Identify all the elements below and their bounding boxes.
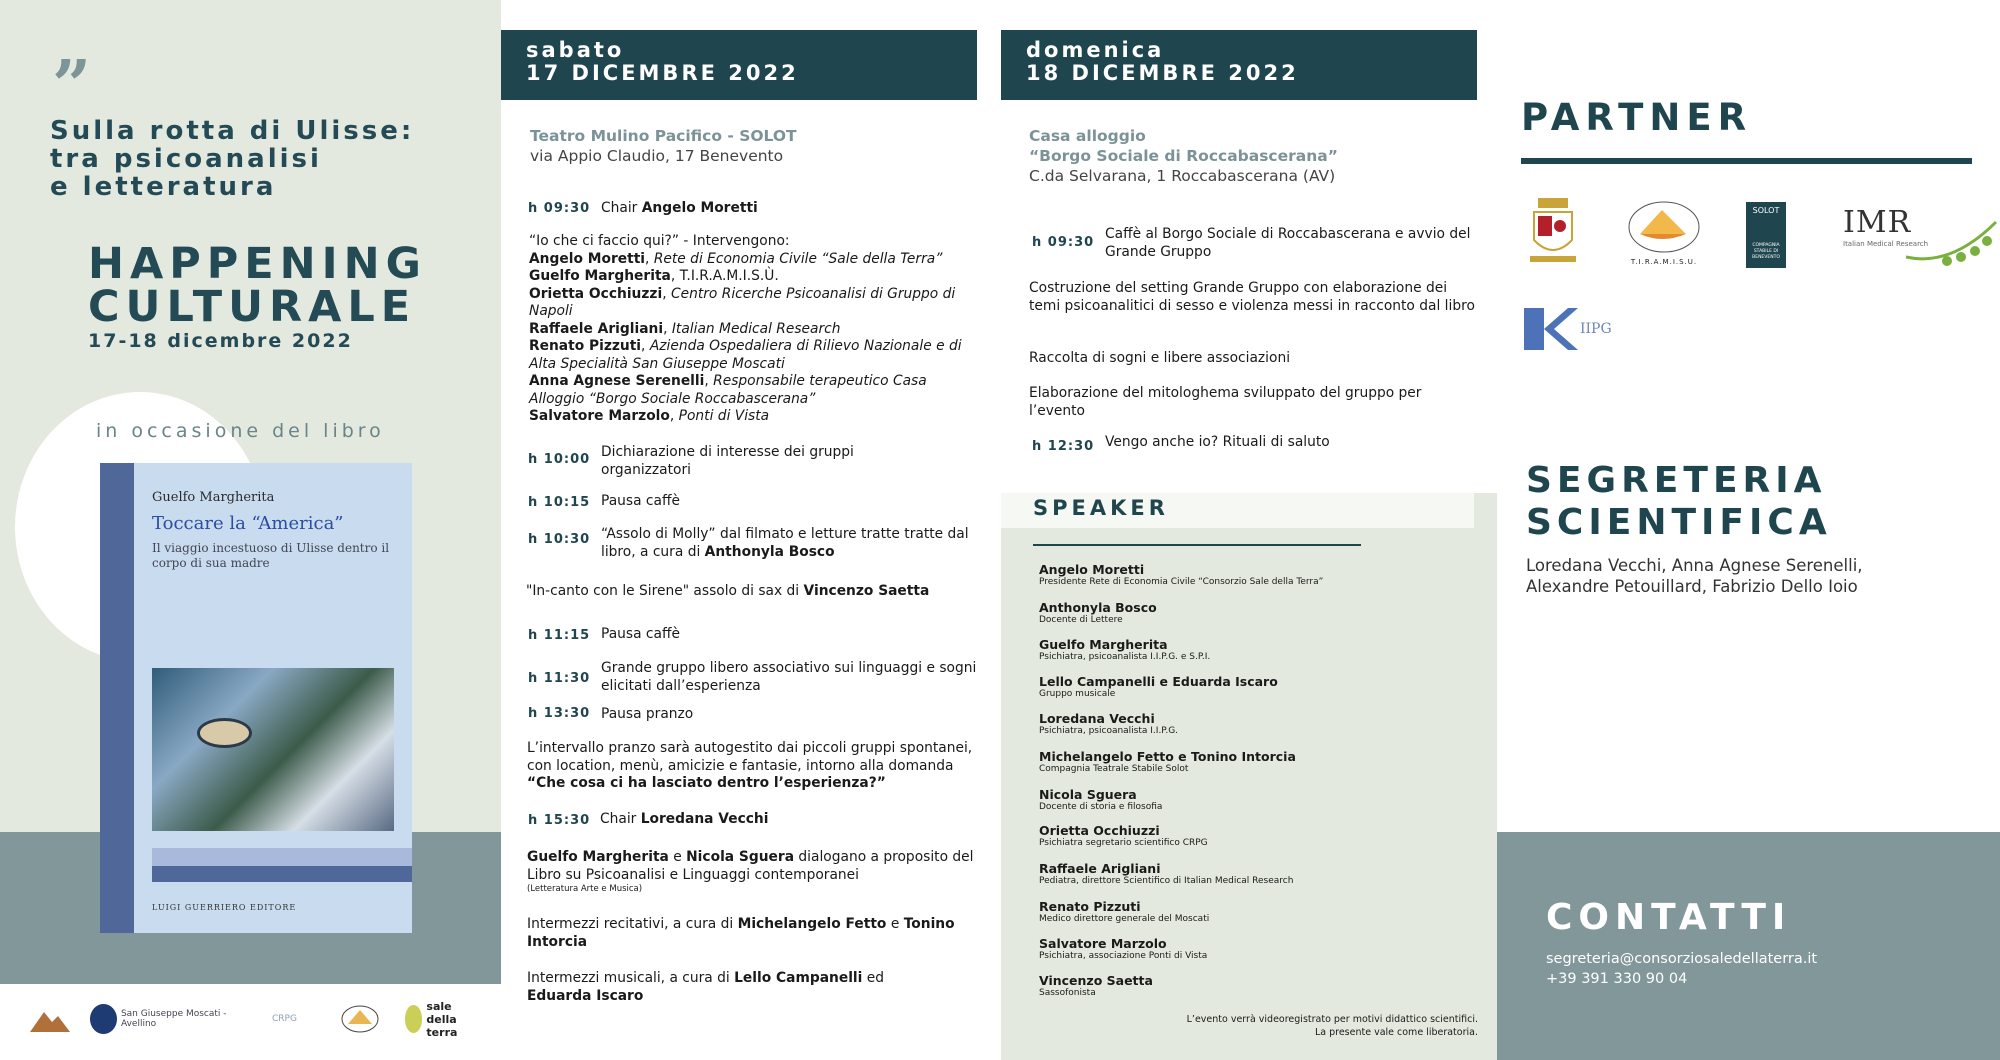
occasion-text: in occasione del libro (96, 420, 385, 442)
speaker-title: SPEAKER (1033, 496, 1169, 520)
event-1030: “Assolo di Molly” dal filmato e letture tratte tratte dal libro, a cura di Anthonyla Bosco (601, 526, 969, 560)
book-title: Toccare la “America” (152, 513, 344, 534)
speaker-item: Loredana Vecchi Psichiatra, psicoanalista I.I.P.G. (1039, 711, 1179, 736)
time-1000: h 10:00 (528, 452, 591, 467)
book-publisher: LUIGI GUERRIERO EDITORE (152, 903, 297, 912)
time-1130: h 11:30 (528, 671, 591, 686)
time-0930: h 09:30 (528, 201, 591, 216)
borgo-logo (30, 1002, 70, 1036)
artwork-eye (197, 718, 252, 748)
contact-panel (1497, 832, 2000, 1060)
speaker-item: Angelo Moretti Presidente Rete di Economia Civile “Consorzio Sale della Terra” (1039, 562, 1324, 587)
sale-terra-icon (405, 1005, 422, 1033)
book-author: Guelfo Margherita (152, 490, 275, 505)
time-1330: h 13:30 (528, 706, 591, 721)
speaker-item: Orietta Occhiuzzi Psichiatra segretario scientifico CRPG (1039, 823, 1208, 848)
benevento-crest-icon (1528, 198, 1578, 270)
solot-logo: SOLOT COMPAGNIA STABILE DI BENEVENTO (1746, 202, 1786, 268)
book-band-light (152, 848, 412, 866)
speaker-entry: Anna Agnese Serenelli, Responsabile terapeutico Casa Alloggio “Borgo Sociale Roccabascerana” (529, 373, 927, 407)
tiramisu-partner-logo: T.I.R.A.M.I.S.U. (1626, 200, 1702, 266)
speaker-entry: Orietta Occhiuzzi, Centro Ricerche Psicoanalisi di Gruppo di Napoli (529, 285, 956, 319)
sun-paragraph-1: Costruzione del setting Grande Gruppo con elaborazione dei temi psicoanalitici di sesso e violenza messi in racconto dal libro (1029, 280, 1475, 314)
segreteria-title: SEGRETERIA SCIENTIFICA (1526, 460, 1832, 543)
dialogue-block: Guelfo Margherita e Nicola Sguera dialogano a proposito del Libro su Psicoanalisi e Linguaggi contemporanei (Letteratura Arte e Musica) (527, 849, 974, 894)
speaker-entry: Salvatore Marzolo, Ponti di Vista (529, 408, 770, 424)
partner-rule (1521, 158, 1972, 164)
happening-title: HAPPENING CULTURALE (88, 239, 427, 332)
segreteria-names: Loredana Vecchi, Anna Agnese Serenelli, Alexandre Petouillard, Fabrizio Dello Ioio (1526, 556, 1863, 596)
contact-info (1546, 949, 1817, 989)
sunday-venue: Casa alloggio “Borgo Sociale di Roccabascerana” C.da Selvarana, 1 Roccabascerana (AV) (1029, 127, 1338, 185)
book-subtitle: Il viaggio incestuoso di Ulisse dentro il corpo di sua madre (152, 541, 390, 570)
left-panel (0, 0, 501, 1060)
time-1030: h 10:30 (528, 532, 591, 547)
speakers-list: “Io che ci faccio qui?” - Intervengono: Angelo Moretti, Rete di Economia Civile “Sale della Terra” Guelfo Margherita, T.I.R.A.M.I.S.Ù. Orietta Occhiuzzi, Centro Ricerche Psicoanalisi di Gruppo di Napoli Raffaele Arigliani, Italian Medical Research Renato Pizzuti, Azienda Ospedaliera di Rilievo Nazionale e di Alta Specialità San Giuseppe Moscati Anna Agnese Serenelli, Responsabile terapeutico Casa Alloggio “Borgo Sociale Roccabascerana” Salvatore Marzolo, Ponti di Vista (529, 233, 984, 426)
speaker-panel (1001, 493, 1497, 1060)
musicali-line: Intermezzi musicali, a cura di Lello Campanelli ed Eduarda Iscaro (527, 970, 885, 1004)
sun-event-0930: Caffè al Borgo Sociale di Roccabascerana e avvio del Grande Gruppo (1105, 226, 1471, 260)
sale-terra-logo: sale della terra (405, 1002, 485, 1036)
chair2-line: Chair Loredana Vecchi (600, 811, 769, 827)
speaker-item: Guelfo Margherita Psichiatra, psicoanalista I.I.P.G. e S.P.I. (1039, 637, 1211, 662)
event-1330: Pausa pranzo (601, 706, 694, 722)
sun-time-0930: h 09:30 (1032, 235, 1095, 250)
speaker-item: Anthonyla Bosco Docente di Lettere (1039, 600, 1157, 625)
contact-title: CONTATTI (1546, 897, 1792, 938)
contact-phone[interactable]: +39 391 330 90 04 (1546, 971, 1688, 987)
quote-mark: ” (52, 46, 92, 126)
speaker-item: Vincenzo Saetta Sassofonista (1039, 973, 1153, 998)
moscati-logo: San Giuseppe Moscati - Avellino (90, 1002, 250, 1036)
lunch-note: L’intervallo pranzo sarà autogestito dai piccoli gruppi spontanei, con location, menù, amicizie e fantasie, intorno alla domanda “Che cosa ci ha lasciato dentro l’esperienza?” (527, 740, 973, 791)
event-1115: Pausa caffè (601, 626, 680, 642)
speaker-item: Nicola Sguera Docente di storia e filosofia (1039, 787, 1163, 812)
tiramisu-icon (340, 1004, 380, 1034)
iipg-icon (1524, 308, 1578, 350)
speaker-entry: Renato Pizzuti, Azienda Ospedaliera di Rilievo Nazionale e di Alta Specialità San Giuseppe Moscati (529, 338, 962, 372)
event-title: Sulla rotta di Ulisse: tra psicoanalisi e letteratura (50, 116, 415, 202)
time-1015: h 10:15 (528, 495, 591, 510)
leaf-branch-icon (1901, 217, 2000, 269)
speaker-item: Raffaele Arigliani Pediatra, direttore Scientifico di Italian Medical Research (1039, 861, 1294, 886)
imr-logo: IMR Italian Medical Research (1843, 205, 1928, 248)
sun-paragraph-2: Raccolta di sogni e libere associazioni (1029, 350, 1291, 366)
book-band-dark (152, 866, 412, 882)
tiramisu-logo (340, 1002, 384, 1036)
iipg-logo: IIPG (1524, 308, 1612, 350)
sun-event-1230: Vengo anche io? Rituali di saluto (1105, 434, 1330, 450)
saturday-venue: Teatro Mulino Pacifico - SOLOT via Appio Claudio, 17 Benevento (530, 127, 797, 165)
crpg-logo: CRPG (272, 1014, 297, 1024)
event-1015: Pausa caffè (601, 493, 680, 509)
sun-time-1230: h 12:30 (1032, 439, 1095, 454)
speaker-item: Salvatore Marzolo Psichiatra, associazione Ponti di Vista (1039, 936, 1208, 961)
mountain-icon (30, 1004, 70, 1034)
speaker-item: Renato Pizzuti Medico direttore generale del Moscati (1039, 899, 1210, 924)
sunday-header: domenica 18 DICEMBRE 2022 (1001, 30, 1477, 100)
tiramisu-icon (1626, 200, 1702, 254)
speaker-entry: Raffaele Arigliani, Italian Medical Research (529, 320, 841, 337)
contact-email[interactable]: segreteria@consorziosaledellaterra.it (1546, 951, 1818, 967)
time-1115: h 11:15 (528, 628, 591, 643)
chair-line: Chair Angelo Moretti (601, 200, 758, 216)
speaker-underline (1033, 544, 1361, 546)
speaker-item: Lello Campanelli e Eduarda Iscaro Gruppo musicale (1039, 674, 1278, 699)
event-dates: 17-18 dicembre 2022 (88, 330, 353, 352)
moscati-icon (90, 1004, 117, 1034)
incanto-line: "In-canto con le Sirene" assolo di sax di Vincenzo Saetta (526, 583, 930, 599)
recording-note: L’evento verrà videoregistrato per motivi didattico scientifici. La presente vale come liberatoria. (1186, 1014, 1478, 1038)
recitativi-line: Intermezzi recitativi, a cura di Michelangelo Fetto e Tonino Intorcia (527, 916, 955, 950)
sun-paragraph-3: Elaborazione del mitologhema sviluppato del gruppo per l’evento (1029, 385, 1422, 419)
event-1130: Grande gruppo libero associativo sui linguaggi e sogni elicitati dall’esperienza (601, 660, 977, 694)
book-cover (100, 463, 412, 933)
time-1530: h 15:30 (528, 813, 591, 828)
event-1000: Dichiarazione di interesse dei gruppi organizzatori (601, 444, 854, 478)
speaker-entry: Angelo Moretti, Rete di Economia Civile “Sale della Terra” (529, 250, 943, 267)
speakers-entries (529, 251, 984, 426)
speaker-item: Michelangelo Fetto e Tonino Intorcia Compagnia Teatrale Stabile Solot (1039, 749, 1296, 774)
partner-title: PARTNER (1521, 96, 1753, 139)
saturday-header: sabato 17 DICEMBRE 2022 (501, 30, 977, 100)
book-spine (100, 463, 134, 933)
speaker-entry: Guelfo Margherita, T.I.R.A.M.I.S.Ù. (529, 268, 779, 284)
book-artwork (152, 668, 394, 831)
